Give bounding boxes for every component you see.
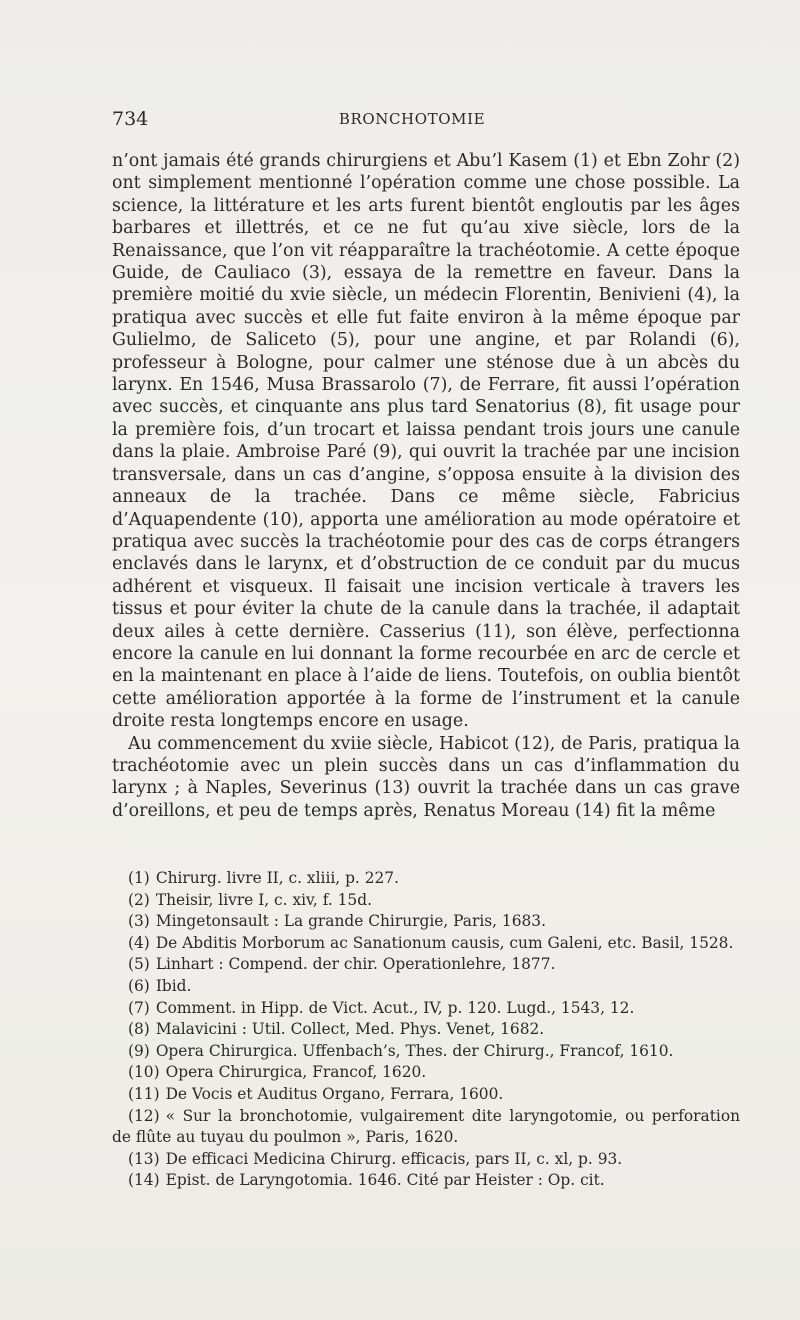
body-paragraph: n’ont jamais été grands chirurgiens et Abu’l Kasem (1) et Ebn Zohr (2) ont simplement mentionné l’opération comme une chose possible. La science, la littérature et les arts furent bientôt engloutis par les âges barbares et illettrés, et ce ne fut qu’au xive siècle, lors de la Renaissance, que l’on vit réapparaître la trachéotomie. A cette époque Guide, de Cauliaco (3), essaya de la remettre en faveur. Dans la première moitié du xvie siècle, un médecin Florentin, Benivieni (4), la pratiqua avec succès et elle fut faite environ à la même époque par Gulielmo, de Saliceto (5), pour une angine, et par Rolandi (6), professeur à Bologne, pour calmer une sténose due à un abcès du larynx. En 1546, Musa Brassarolo (7), de Ferrare, fit aussi l’opération avec succès, et cinquante ans plus tard Senatorius (8), fit usage pour la première fois, d’un trocart et laissa pendant trois jours une canule dans la plaie. Ambroise Paré (9), qui ouvrit la trachée par une incision transversale, dans un cas d’angine, s’opposa ensuite à la division des anneaux de la trachée. Dans ce même siècle, Fabricius d’Aquapendente (10), apporta une amélioration au mode opératoire et pratiqua avec succès la trachéotomie pour des cas de corps étrangers enclavés dans le larynx, et d’obstruction de ce conduit par du mucus adhérent et visqueux. Il faisait une incision verticale à travers les tissus et pour éviter la chute de la canule dans la trachée, il adaptait deux ailes à cette dernière. Casserius (11), son élève, perfectionna encore la canule en lui donnant la forme recourbée en arc de cercle et en la maintenant en place à l’aide de liens. Toutefois, on oublia bientôt cette amélioration apportée à la forme de l’instrument et la canule droite resta longtemps encore en usage.	[112, 151, 740, 732]
body-paragraph: Au commencement du xviie siècle, Habicot (12), de Paris, pratiqua la trachéotomie avec un plein succès dans un cas d’inflammation du larynx ; à Naples, Severinus (13) ouvrit la trachée dans un cas grave d’oreillons, et peu de temps après, Renatus Moreau (14) fit la même	[112, 733, 740, 821]
footnote-number: (10)	[128, 1063, 160, 1082]
footnote	[112, 1041, 740, 1063]
footnote-number: (14)	[128, 1171, 160, 1190]
footnote	[112, 890, 740, 912]
footnote-number: (13)	[128, 1149, 160, 1168]
footnote-number: (7)	[128, 998, 150, 1017]
footnote-text: De efficaci Medicina Chirurg. efficacis, pars II, c. xl, p. 93.	[165, 1149, 623, 1168]
footnote-text: De Vocis et Auditus Organo, Ferrara, 1600.	[165, 1084, 504, 1103]
footnote-text: Mingetonsault : La grande Chirurgie, Paris, 1683.	[155, 912, 546, 931]
footnote	[112, 1106, 740, 1149]
footnote-number: (1)	[128, 869, 150, 887]
footnote-text: Comment. in Hipp. de Vict. Acut., IV, p. 120. Lugd., 1543, 12.	[155, 998, 635, 1017]
footnote	[112, 998, 740, 1020]
footnote-text: Opera Chirurgica, Francof, 1620.	[165, 1063, 427, 1082]
footnote-number: (12)	[128, 1106, 160, 1125]
footnote-text: Chirurg. livre II, c. xliii, p. 227.	[155, 869, 399, 887]
footnote-number: (5)	[128, 955, 150, 974]
footnote-number: (2)	[128, 890, 150, 909]
footnote-text: Epist. de Laryngotomia. 1646. Cité par Heister : Op. cit.	[165, 1171, 605, 1190]
footnote	[112, 1149, 740, 1171]
footnote	[112, 1170, 740, 1192]
footnote	[112, 1019, 740, 1041]
footnote-text: Ibid.	[155, 976, 192, 995]
footnote-text: De Abditis Morborum ac Sanationum causis, cum Galeni, etc. Basil, 1528.	[155, 933, 734, 952]
footnote	[112, 868, 740, 890]
footnote	[112, 933, 740, 955]
footnote	[112, 1062, 740, 1084]
footnotes	[112, 868, 740, 1192]
footnote-text: Theisir, livre I, c. xiv, f. 15d.	[155, 890, 372, 909]
footnote	[112, 1084, 740, 1106]
body-text	[112, 150, 740, 822]
footnote-text: Malavicini : Util. Collect, Med. Phys. Venet, 1682.	[155, 1020, 545, 1039]
footnote-text: Opera Chirurgica. Uffenbach’s, Thes. der Chirurg., Francof, 1610.	[155, 1041, 674, 1060]
footnote-number: (3)	[128, 912, 150, 931]
footnote-number: (11)	[128, 1084, 160, 1103]
footnote-number: (9)	[128, 1041, 150, 1060]
running-title: BRONCHOTOMIE	[338, 110, 486, 128]
footnote-number: (4)	[128, 933, 150, 952]
footnote	[112, 911, 740, 933]
footnote-number: (6)	[128, 976, 150, 995]
footnote	[112, 954, 740, 976]
footnote	[112, 976, 740, 998]
footnote-text: « Sur la bronchotomie, vulgairement dite laryngotomie, ou perforation de flûte au tuyau du poulmon », Paris, 1620.	[112, 1106, 740, 1147]
page-number: 734	[112, 108, 149, 130]
footnote-number: (8)	[128, 1020, 150, 1039]
footnote-text: Linhart : Compend. der chir. Operationlehre, 1877.	[155, 955, 556, 974]
page-header	[112, 108, 712, 132]
